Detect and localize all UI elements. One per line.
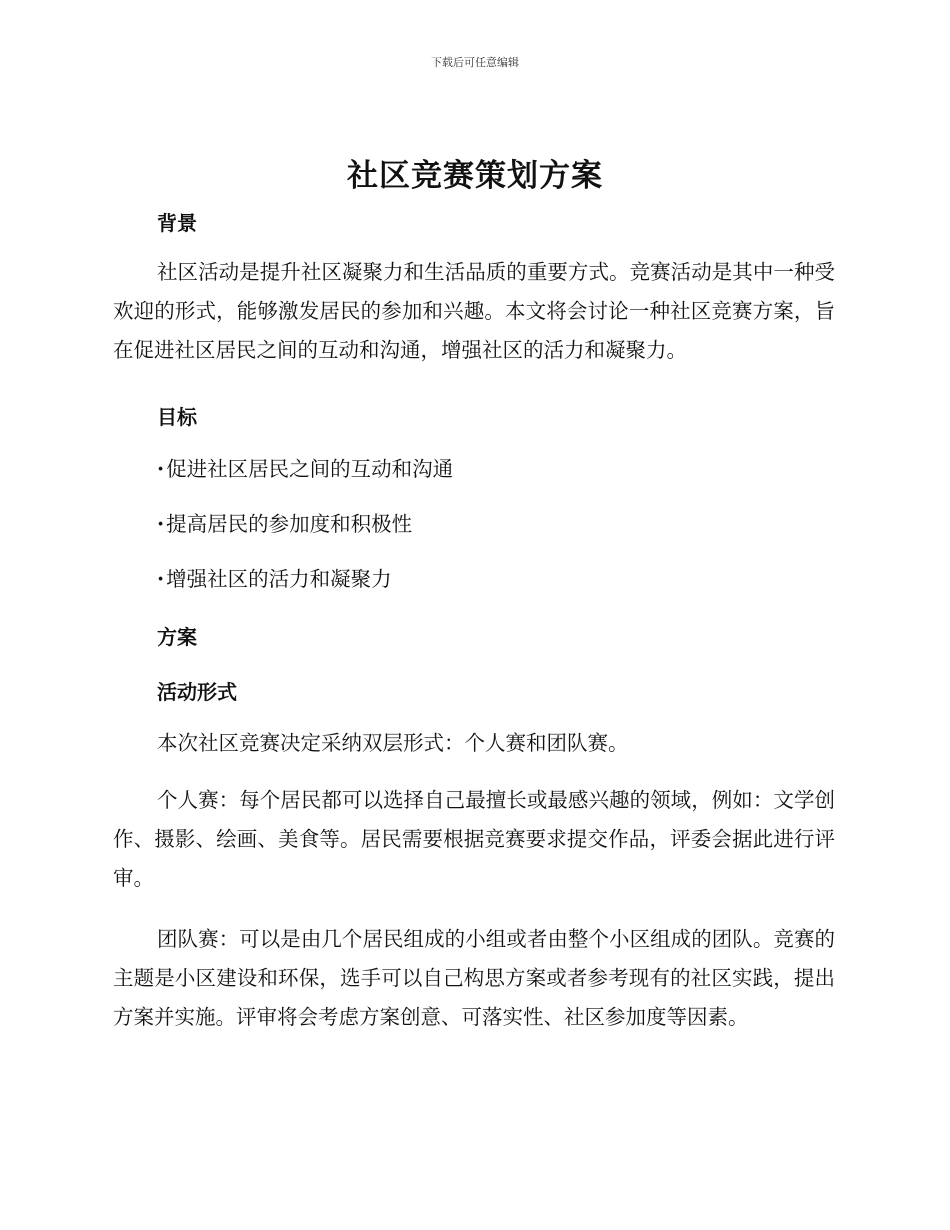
document-title: 社区竞赛策划方案: [347, 158, 603, 194]
plan-paragraph-team: 团队赛：可以是由几个居民组成的小组或者由整个小区组成的团队。竞赛的主题是小区建设和环保，选手可以自己构思方案或者参考现有的社区实践，提出方案并实施。评审将会考虑方案创意、可落实性、社区参加度等因素。: [113, 927, 835, 1029]
bullet-dot: ·: [157, 567, 165, 591]
section-heading-plan: 方案: [157, 625, 197, 649]
bullet-dot: ·: [157, 457, 165, 481]
background-paragraph: 社区活动是提升社区凝聚力和生活品质的重要方式。竞赛活动是其中一种受欢迎的形式，能够激发居民的参加和兴趣。本文将会讨论一种社区竞赛方案，旨在促进社区居民之间的互动和沟通，增强社区的活力和凝聚力。: [113, 260, 835, 362]
bullet-dot: ·: [157, 512, 165, 536]
goal-text: 增强社区的活力和凝聚力: [166, 567, 392, 591]
page-header-note: 下载后可任意编辑: [431, 56, 519, 69]
section-heading-background: 背景: [157, 211, 197, 235]
goal-text: 提高居民的参加度和积极性: [166, 512, 413, 536]
goal-list-item: [157, 564, 392, 594]
goal-text: 促进社区居民之间的互动和沟通: [166, 457, 454, 481]
plan-paragraph-individual: 个人赛：每个居民都可以选择自己最擅长或最感兴趣的领域，例如：文学创作、摄影、绘画、美食等。居民需要根据竞赛要求提交作品，评委会据此进行评审。: [113, 788, 835, 890]
section-heading-goals: 目标: [157, 405, 197, 429]
goal-list-item: [157, 509, 412, 539]
subheading-activity-format: 活动形式: [157, 680, 237, 704]
plan-paragraph-format: 本次社区竞赛决定采纳双层形式：个人赛和团队赛。: [157, 731, 629, 755]
goal-list-item: [157, 454, 453, 484]
